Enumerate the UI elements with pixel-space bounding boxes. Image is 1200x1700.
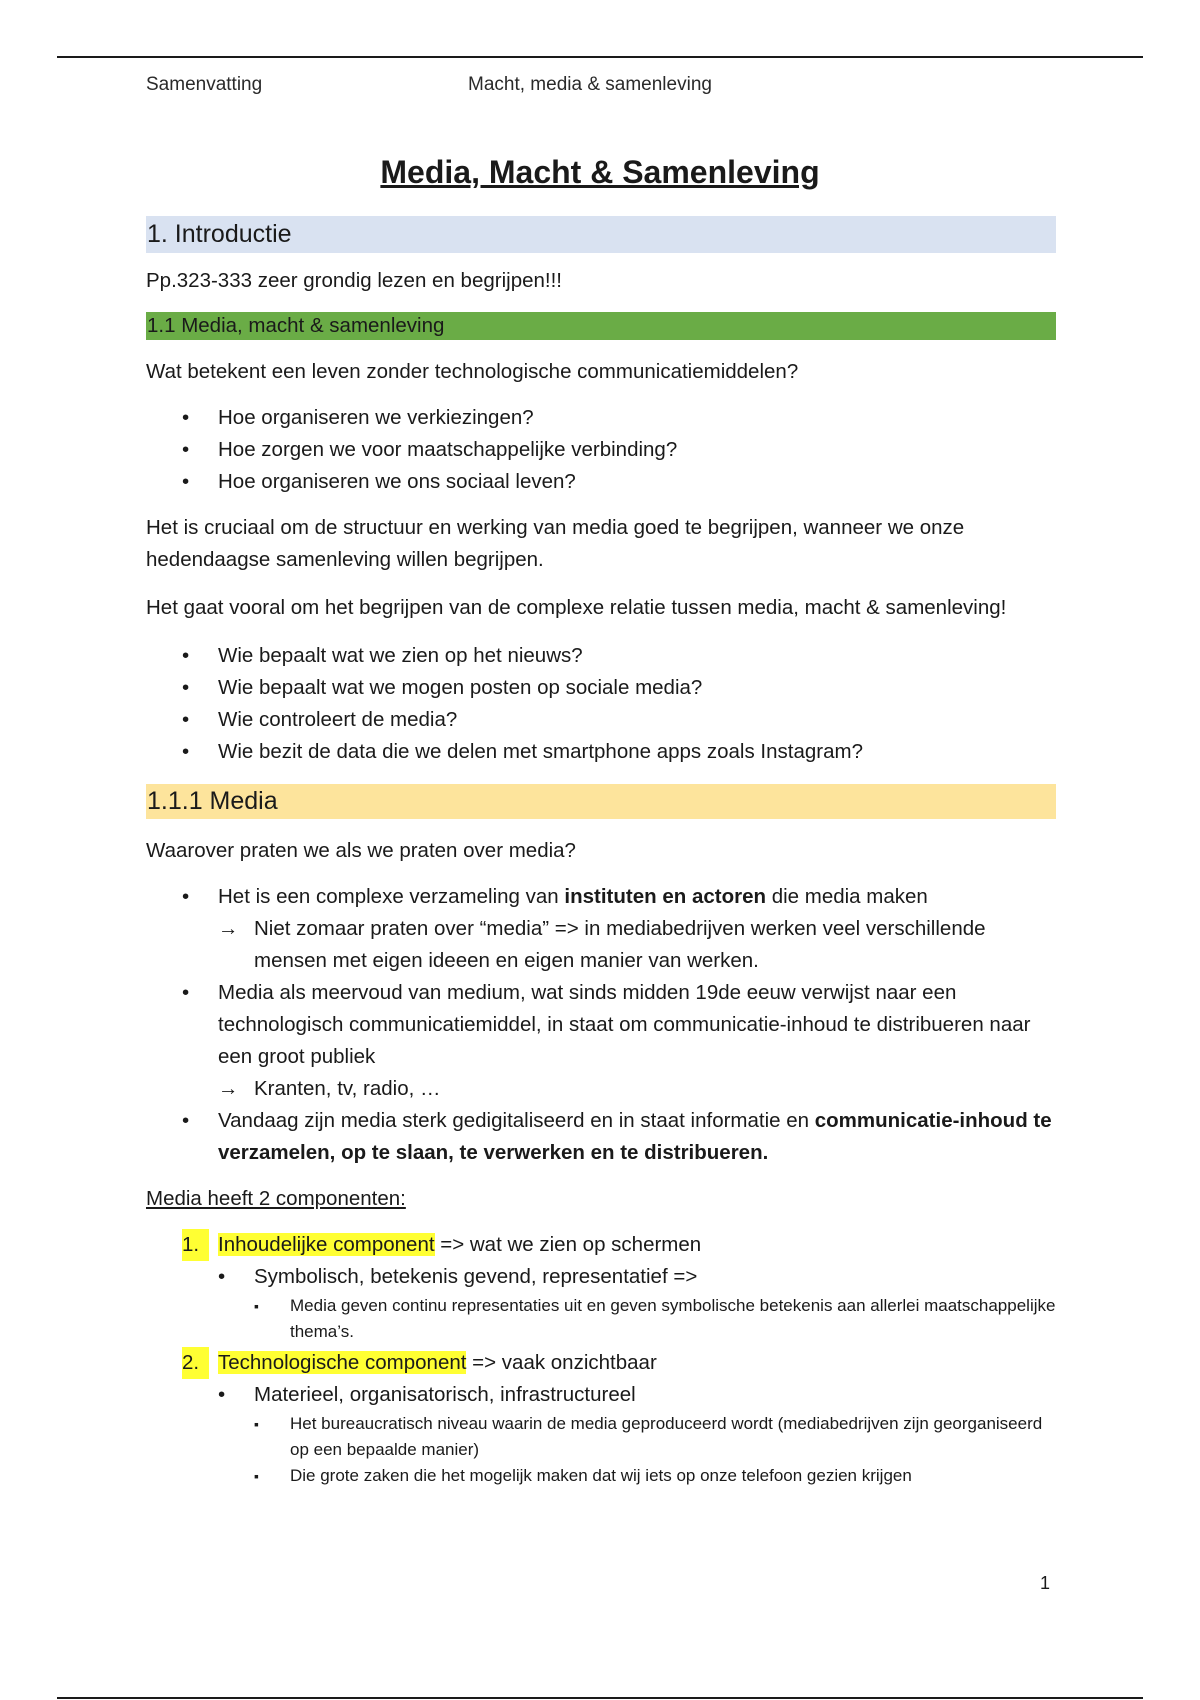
- top-rule: [57, 56, 1143, 58]
- component-label: Inhoudelijke component: [218, 1233, 435, 1256]
- list-item: • Vandaag zijn media sterk gedigitaliseerd en in staat informatie en communicatie-inhoud te verzamelen, op te slaan, te verwerken en te distribueren.: [146, 1105, 1056, 1169]
- list-item: • Hoe zorgen we voor maatschappelijke verbinding?: [146, 434, 1056, 466]
- sub-sub-item: ▪ Die grote zaken die het mogelijk maken dat wij iets op onze telefoon gezien krijgen: [146, 1463, 1056, 1489]
- component-number: 1.: [182, 1229, 209, 1261]
- list-item: • Media als meervoud van medium, wat sinds midden 19de eeuw verwijst naar een technologisch communicatiemiddel, in staat om communicatie-inhoud te distribueren naar een groot publiek: [146, 977, 1056, 1073]
- list-item: • Wie bepaalt wat we zien op het nieuws?: [146, 640, 1056, 672]
- heading-media-macht-samenleving: 1.1 Media, macht & samenleving: [146, 312, 1056, 340]
- document-title: Media, Macht & Samenleving: [380, 154, 820, 190]
- arrow-item: → Kranten, tv, radio, …: [146, 1073, 1056, 1105]
- list-item: • Wie controleert de media?: [146, 704, 1056, 736]
- bottom-rule: [57, 1697, 1143, 1699]
- components-heading: Media heeft 2 componenten:: [146, 1187, 406, 1210]
- list-item: • Hoe organiseren we verkiezingen?: [146, 402, 1056, 434]
- running-header-left: Samenvatting: [146, 74, 263, 95]
- component-label: Technologische component: [218, 1351, 467, 1374]
- document-body: [146, 216, 1056, 1489]
- bullet-list-media-definitie: [146, 881, 1056, 1169]
- sub-item: • Materieel, organisatorisch, infrastructureel: [146, 1379, 1056, 1411]
- paragraph-cruciaal: Het is cruciaal om de structuur en werking van media goed te begrijpen, wanneer we onze hedendaagse samenleving willen begrijpen.: [146, 516, 965, 571]
- bullet-list-questions: [146, 402, 1056, 498]
- list-item: • Hoe organiseren we ons sociaal leven?: [146, 466, 1056, 498]
- paragraph-complexe-relatie: Het gaat vooral om het begrijpen van de complexe relatie tussen media, macht & samenleving!: [146, 596, 1007, 619]
- bullet-list-wie: [146, 640, 1056, 768]
- component-item-1: 1. Inhoudelijke component => wat we zien op schermen: [146, 1229, 1056, 1261]
- intro-text: Pp.323-333 zeer grondig lezen en begrijpen!!!: [146, 269, 562, 292]
- component-number: 2.: [182, 1347, 209, 1379]
- question-leven-zonder-media: Wat betekent een leven zonder technologische communicatiemiddelen?: [146, 360, 799, 383]
- arrow-item: → Niet zomaar praten over “media” => in mediabedrijven werken veel verschillende mensen met eigen ideeen en eigen manier van werken.: [146, 913, 1056, 977]
- sub-item: • Symbolisch, betekenis gevend, representatief =>: [146, 1261, 1056, 1293]
- list-item: • Wie bezit de data die we delen met smartphone apps zoals Instagram?: [146, 736, 1056, 768]
- page-number: 1: [1040, 1573, 1051, 1593]
- heading-introductie: 1. Introductie: [146, 216, 1056, 253]
- list-item: • Wie bepaalt wat we mogen posten op sociale media?: [146, 672, 1056, 704]
- sub-sub-item: ▪ Media geven continu representaties uit en geven symbolische betekenis aan allerlei maatschappelijke thema’s.: [146, 1293, 1056, 1345]
- sub-sub-item: ▪ Het bureaucratisch niveau waarin de media geproduceerd wordt (mediabedrijven zijn georganiseerd op een bepaalde manier): [146, 1411, 1056, 1463]
- components-list: [146, 1229, 1056, 1489]
- heading-media: 1.1.1 Media: [146, 784, 1056, 819]
- list-item: • Het is een complexe verzameling van instituten en actoren die media maken: [146, 881, 1056, 913]
- question-waarover-praten: Waarover praten we als we praten over media?: [146, 839, 576, 862]
- running-header-right: Macht, media & samenleving: [468, 74, 712, 95]
- component-item-2: 2. Technologische component => vaak onzichtbaar: [146, 1347, 1056, 1379]
